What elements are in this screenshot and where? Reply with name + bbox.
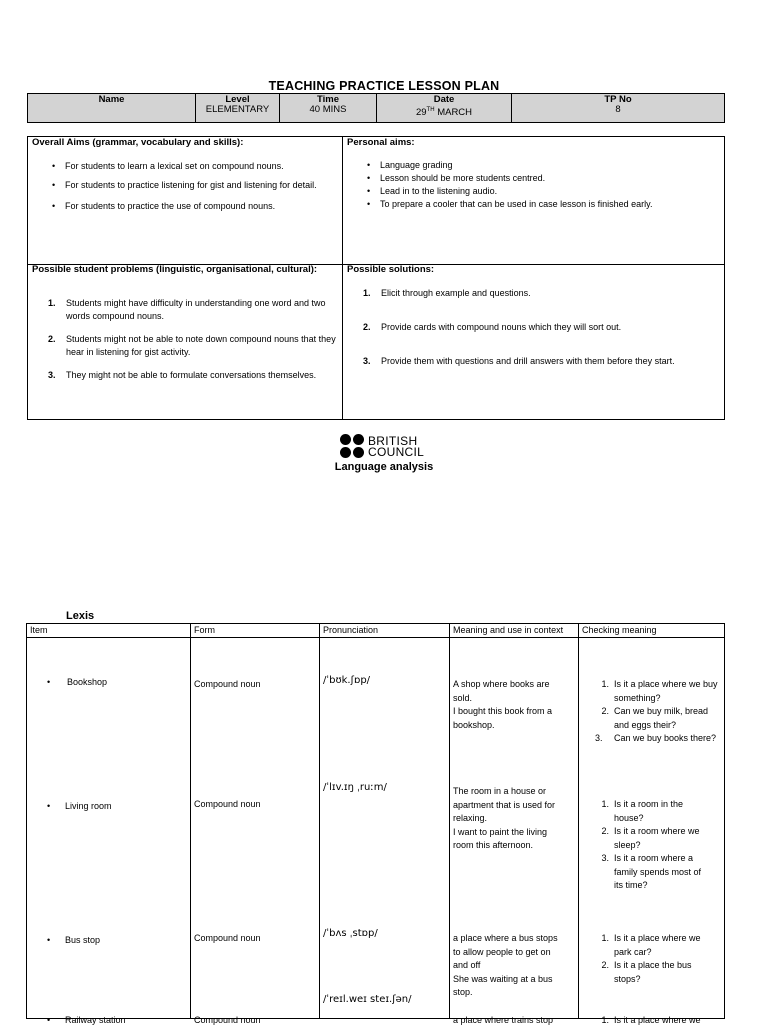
problems-list: [48, 297, 338, 382]
meaning-line: apartment that is used for: [453, 799, 556, 810]
meaning-line: and off: [453, 960, 481, 970]
check-text: Is it a room where a family spends most of its time?: [614, 853, 702, 890]
meaning-line: a place where a bus stops: [453, 933, 558, 943]
list-item: • Lead in to the listening audio.: [361, 185, 721, 198]
name-label: Name: [98, 94, 125, 105]
logo-dots-icon: [340, 434, 365, 459]
bullet-icon: •: [47, 1015, 51, 1025]
level-value: ELEMENTARY: [205, 104, 270, 115]
item-text: Elicit through example and questions.: [381, 288, 531, 298]
item-bus-stop: Bus stop: [65, 935, 101, 945]
meaning-line: stop.: [453, 987, 473, 997]
item-text: They might not be able to formulate conversations themselves.: [66, 370, 317, 380]
bullet-icon: •: [47, 801, 51, 811]
lexis-table: [26, 623, 725, 1025]
british-council-logo: [340, 434, 424, 459]
checks-list: [595, 678, 719, 746]
meaning-line: I want to paint the living: [453, 826, 548, 837]
problems-title: Possible student problems (linguistic, organisational, cultural):: [32, 264, 318, 275]
item-number: 3.: [363, 356, 371, 366]
list-item: • For students to practice listening for gist and listening for detail.: [46, 176, 336, 195]
list-item: • For students to practice the use of compound nouns.: [46, 197, 336, 216]
column-header: Form: [191, 624, 320, 638]
item-number: 2.: [48, 334, 56, 344]
overall-aims-title: Overall Aims (grammar, vocabulary and skills):: [32, 137, 244, 148]
level-cell: [196, 94, 280, 122]
problems-box: [27, 264, 343, 420]
language-analysis-heading: Language analysis: [334, 461, 434, 473]
column-header: Checking meaning: [579, 624, 725, 638]
personal-aims-title: Personal aims:: [347, 137, 415, 148]
meaning-line: The room in a house or: [453, 786, 547, 796]
pronunciation-text: /ˈbʌs ˌstɒp/: [323, 928, 378, 939]
overall-aims-box: [27, 136, 343, 265]
solutions-box: [342, 264, 725, 420]
check-text: Is it a place where we park car?: [614, 933, 701, 957]
check-text: Is it a place the bus stops?: [614, 960, 692, 984]
item-number: 3.: [48, 370, 56, 380]
meaning-text: [453, 785, 555, 853]
check-text: Can we buy books there?: [614, 733, 717, 743]
meaning-line: sold.: [453, 692, 473, 703]
check-text: Is it a room in the house?: [614, 799, 684, 823]
solutions-title: Possible solutions:: [347, 264, 435, 275]
list-item: • Language grading: [361, 159, 721, 172]
form-text: Compound noun: [194, 799, 261, 809]
meaning-line: room this afternoon.: [453, 840, 534, 850]
list-item: 1. Is it a room in the house?: [601, 799, 684, 823]
form-text: Compound noun: [194, 933, 261, 943]
date-suffix: TH: [426, 107, 435, 113]
personal-aims-box: [342, 136, 725, 265]
name-cell: [28, 94, 196, 122]
page-title: TEACHING PRACTICE LESSON PLAN: [268, 79, 500, 93]
column-header: Meaning and use in context: [450, 624, 579, 638]
logo-line1: BRITISH: [368, 433, 418, 448]
time-value: 40 MINS: [309, 104, 347, 115]
meaning-text: [453, 932, 558, 1000]
pronunciation-text: /ˈbʊk.ʃɒp/: [323, 675, 371, 686]
meaning-line: bookshop.: [453, 719, 495, 730]
check-text: Is it a place where we buy something?: [614, 679, 718, 703]
column-header: Pronunciation: [320, 624, 450, 638]
date-month: MARCH: [437, 107, 473, 119]
item-number: 1.: [363, 288, 371, 298]
list-item: [48, 333, 338, 359]
check-text: Is it a room where we sleep?: [614, 826, 700, 850]
meaning-line: A shop where books are: [453, 679, 550, 689]
tp-value: 8: [615, 104, 621, 115]
date-value: [377, 105, 511, 118]
solutions-list: [363, 287, 723, 368]
lexis-heading: Lexis: [66, 610, 95, 622]
item-bookshop: Bookshop: [67, 677, 108, 687]
list-item: 3. Is it a room where a family spends most of its time?: [601, 853, 702, 890]
list-item: 2. Is it a room where we sleep?: [601, 826, 700, 850]
item-text: Students might have difficulty in understanding one word and two words compound nouns.: [66, 298, 326, 321]
tp-label: TP No: [604, 94, 632, 105]
list-item: • Lesson should be more students centred.: [361, 172, 721, 185]
pronunciation-cell: [320, 638, 450, 1019]
logo-line2: COUNCIL: [368, 444, 425, 459]
list-item: [48, 369, 338, 382]
list-item: • To prepare a cooler that can be used in case lesson is finished early.: [361, 198, 721, 211]
tp-cell: [512, 94, 724, 122]
list-item: 3. Can we buy books there?: [595, 733, 717, 743]
column-header: Item: [27, 624, 191, 638]
time-cell: [280, 94, 377, 122]
item-number: 2.: [363, 322, 371, 332]
time-label: Time: [316, 94, 339, 105]
personal-aims-list: [361, 159, 721, 211]
item-number: 1.: [48, 298, 56, 308]
lesson-header-table: [27, 93, 725, 123]
logo-text: [368, 433, 425, 459]
table-header-row: [27, 624, 725, 638]
list-item: [363, 321, 723, 334]
pronunciation-text: /ˈreɪl.weɪ steɪ.ʃən/: [323, 994, 412, 1005]
check-text: Can we buy milk, bread and eggs their?: [614, 706, 709, 730]
item-cell: [27, 638, 191, 1025]
meaning-line: to allow people to get on: [453, 946, 551, 957]
list-item: 1. Is it a place where we park car?: [601, 933, 701, 957]
list-item: 2. Is it a place the bus stops?: [601, 960, 692, 984]
date-day: 29: [415, 107, 427, 119]
bullet-icon: •: [47, 677, 51, 687]
meaning-line: a place where trains stop: [453, 1015, 554, 1025]
check-text: Is it a place where we: [614, 1015, 701, 1025]
list-item: 2. Can we buy milk, bread and eggs their?: [601, 706, 709, 730]
list-item: [48, 297, 338, 323]
meaning-line: She was waiting at a bus: [453, 973, 553, 984]
meaning-line: I bought this book from a: [453, 706, 553, 716]
list-item: [363, 287, 723, 300]
form-text: Compound noun: [194, 679, 261, 689]
form-text: Compound noun: [194, 1015, 261, 1025]
bullet-icon: •: [47, 935, 51, 945]
list-item: 1. Is it a place where we buy something?: [601, 679, 718, 703]
date-cell: [377, 94, 512, 122]
list-item: • For students to learn a lexical set on compound nouns.: [46, 157, 336, 176]
checks-list: [595, 932, 713, 986]
table-row: [27, 638, 725, 1019]
form-cell: [191, 638, 320, 1025]
pronunciation-text: /ˈlɪv.ɪŋ ˌruːm/: [323, 782, 387, 793]
level-label: Level: [225, 94, 250, 105]
item-text: Provide cards with compound nouns which they will sort out.: [381, 322, 622, 332]
overall-aims-list: [46, 157, 336, 216]
checking-cell: [579, 638, 725, 1025]
checks-list: [595, 1014, 719, 1028]
list-item: [363, 355, 723, 368]
checks-list: [595, 798, 705, 893]
list-item: 1. Is it a place where we: [601, 1015, 701, 1025]
meaning-text: [453, 678, 552, 732]
meaning-line: relaxing.: [453, 813, 488, 823]
item-living-room: Living room: [65, 801, 112, 811]
item-railway-station: Railway station: [65, 1015, 126, 1025]
date-label: Date: [433, 94, 455, 105]
meaning-text: [453, 1014, 553, 1028]
meaning-cell: [450, 638, 579, 1025]
item-text: Provide them with questions and drill answers with them before they start.: [381, 356, 675, 366]
item-text: Students might not be able to note down compound nouns that they hear in listening for gist activity.: [66, 334, 336, 357]
